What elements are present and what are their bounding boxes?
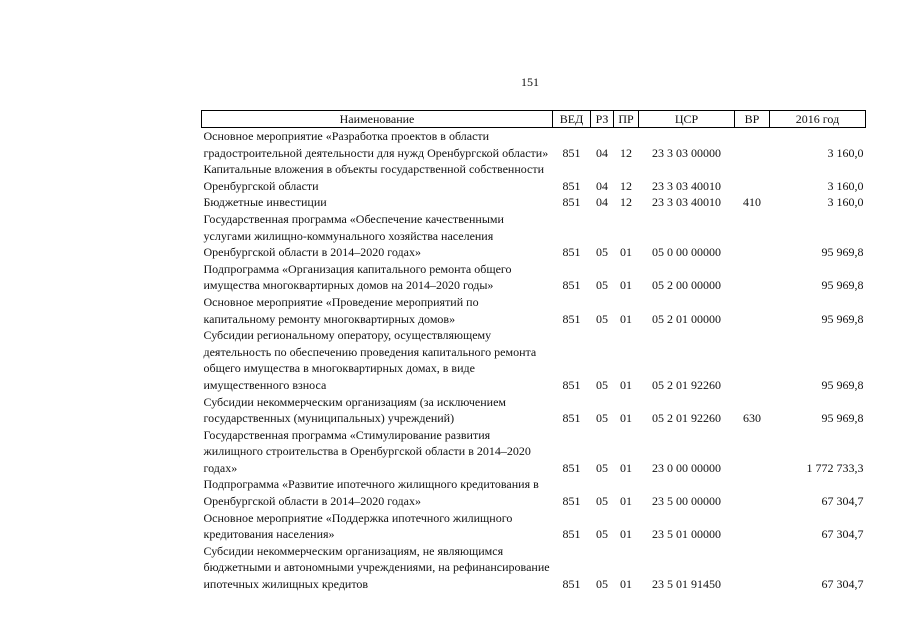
row-ved: 851	[562, 460, 581, 475]
row-csr: 05 2 01 92260	[652, 377, 721, 392]
row-vr	[735, 128, 770, 162]
row-name: Государственная программа «Стимулирование развития жилищного строительства в Оренбургской области в 2014–2020 годах»	[203, 427, 531, 475]
table-row	[202, 543, 866, 593]
header-amount: 2016 год	[770, 111, 866, 128]
row-amount: 67 304,7	[821, 494, 864, 509]
row-pr: 01	[620, 577, 632, 592]
row-amount: 3 160,0	[827, 195, 864, 210]
row-amount: 3 160,0	[827, 178, 864, 193]
table-row	[202, 261, 866, 294]
row-vr	[735, 476, 770, 509]
row-name: Субсидии некоммерческим организациям (за исключением государственных (муниципальных) учреждений)	[203, 394, 507, 426]
row-name: Капитальные вложения в объекты государственной собственности Оренбургской области	[203, 162, 545, 193]
row-ved: 851	[562, 411, 581, 426]
row-rz: 05	[596, 245, 608, 260]
row-name: Подпрограмма «Организация капитального ремонта общего имущества многоквартирных домов на 2014–2020 годы»	[203, 261, 512, 293]
row-rz: 05	[596, 577, 608, 592]
row-amount: 95 969,8	[821, 245, 864, 260]
row-name: Бюджетные инвестиции	[203, 195, 327, 210]
row-csr: 23 0 00 00000	[652, 460, 721, 475]
row-amount: 95 969,8	[821, 278, 864, 293]
table-row	[202, 510, 866, 543]
row-pr: 01	[620, 377, 632, 392]
row-csr: 05 2 01 92260	[652, 411, 721, 426]
row-amount: 67 304,7	[821, 527, 864, 542]
row-pr: 01	[620, 411, 632, 426]
header-row	[202, 111, 866, 128]
row-csr: 23 5 01 91450	[652, 577, 721, 592]
row-csr: 23 3 03 00000	[652, 145, 721, 160]
table-row	[202, 161, 866, 194]
row-amount: 1 772 733,3	[806, 460, 864, 475]
row-name: Основное мероприятие «Поддержка ипотечного жилищного кредитования населения»	[203, 510, 513, 542]
row-ved: 851	[562, 195, 581, 210]
row-vr	[735, 327, 770, 393]
table-row	[202, 427, 866, 477]
row-vr	[735, 510, 770, 543]
row-vr	[735, 261, 770, 294]
table-body	[202, 128, 866, 593]
row-amount: 3 160,0	[827, 145, 864, 160]
row-name: Подпрограмма «Развитие ипотечного жилищного кредитования в Оренбургской области в 2014–2020 годах»	[203, 477, 539, 509]
row-amount: 67 304,7	[821, 577, 864, 592]
row-pr: 01	[620, 278, 632, 293]
row-name: Основное мероприятие «Проведение мероприятий по капитальному ремонту многоквартирных домов»	[203, 294, 479, 326]
row-rz: 05	[596, 411, 608, 426]
row-pr: 01	[620, 527, 632, 542]
row-rz: 05	[596, 460, 608, 475]
row-csr: 05 2 00 00000	[652, 278, 721, 293]
table-row	[202, 128, 866, 162]
header-rz: РЗ	[591, 111, 614, 128]
row-pr: 01	[620, 311, 632, 326]
row-ved: 851	[562, 145, 581, 160]
page-number: 151	[521, 75, 539, 89]
row-rz: 04	[596, 195, 608, 210]
header-csr: ЦСР	[639, 111, 735, 128]
row-pr: 12	[620, 178, 632, 193]
row-name: Основное мероприятие «Разработка проектов в области градостроительной деятельности для нужд Оренбургской области»	[203, 129, 549, 160]
row-name: Государственная программа «Обеспечение качественными услугами жилищно-коммунального хозяйства населения Оренбургской области в 2014–2020 годах»	[203, 211, 504, 260]
header-pr: ПР	[614, 111, 639, 128]
row-csr: 23 3 03 40010	[652, 195, 721, 210]
row-csr: 23 3 03 40010	[652, 178, 721, 193]
row-ved: 851	[562, 377, 581, 392]
budget-table	[201, 110, 866, 593]
row-rz: 05	[596, 278, 608, 293]
row-rz: 05	[596, 311, 608, 326]
row-ved: 851	[562, 278, 581, 293]
row-csr: 23 5 00 00000	[652, 494, 721, 509]
row-vr	[735, 161, 770, 194]
row-amount: 95 969,8	[821, 411, 864, 426]
row-pr: 01	[620, 460, 632, 475]
row-ved: 851	[562, 577, 581, 592]
row-ved: 851	[562, 178, 581, 193]
row-amount: 95 969,8	[821, 377, 864, 392]
row-rz: 04	[596, 145, 608, 160]
row-rz: 04	[596, 178, 608, 193]
row-ved: 851	[562, 311, 581, 326]
row-csr: 23 5 01 00000	[652, 527, 721, 542]
row-rz: 05	[596, 527, 608, 542]
row-pr: 12	[620, 195, 632, 210]
row-rz: 05	[596, 377, 608, 392]
table-row	[202, 294, 866, 327]
row-vr	[735, 211, 770, 261]
row-ved: 851	[562, 494, 581, 509]
row-pr: 12	[620, 145, 632, 160]
row-pr: 01	[620, 494, 632, 509]
header-name: Наименование	[202, 111, 553, 128]
table-row	[202, 194, 866, 211]
row-name: Субсидии некоммерческим организациям, не являющимся бюджетными и автономными учреждениями, на рефинансирование ипотечных жилищных кредитов	[203, 543, 550, 592]
row-ved: 851	[562, 245, 581, 260]
row-rz: 05	[596, 494, 608, 509]
table-row	[202, 394, 866, 427]
row-vr: 630	[743, 411, 761, 426]
table-row	[202, 327, 866, 393]
row-amount: 95 969,8	[821, 311, 864, 326]
table-row	[202, 476, 866, 509]
row-vr	[735, 543, 770, 593]
row-vr: 410	[743, 195, 761, 210]
row-csr: 05 2 01 00000	[652, 311, 721, 326]
header-ved: ВЕД	[553, 111, 591, 128]
row-pr: 01	[620, 245, 632, 260]
table-row	[202, 211, 866, 261]
row-csr: 05 0 00 00000	[652, 245, 721, 260]
row-ved: 851	[562, 527, 581, 542]
header-vr: ВР	[735, 111, 770, 128]
row-vr	[735, 294, 770, 327]
row-vr	[735, 427, 770, 477]
row-name: Субсидии региональному оператору, осуществляющему деятельность по обеспечению проведения капитального ремонта общего имущества в многоквартирных домах, в виде имущественного взноса	[203, 328, 537, 392]
